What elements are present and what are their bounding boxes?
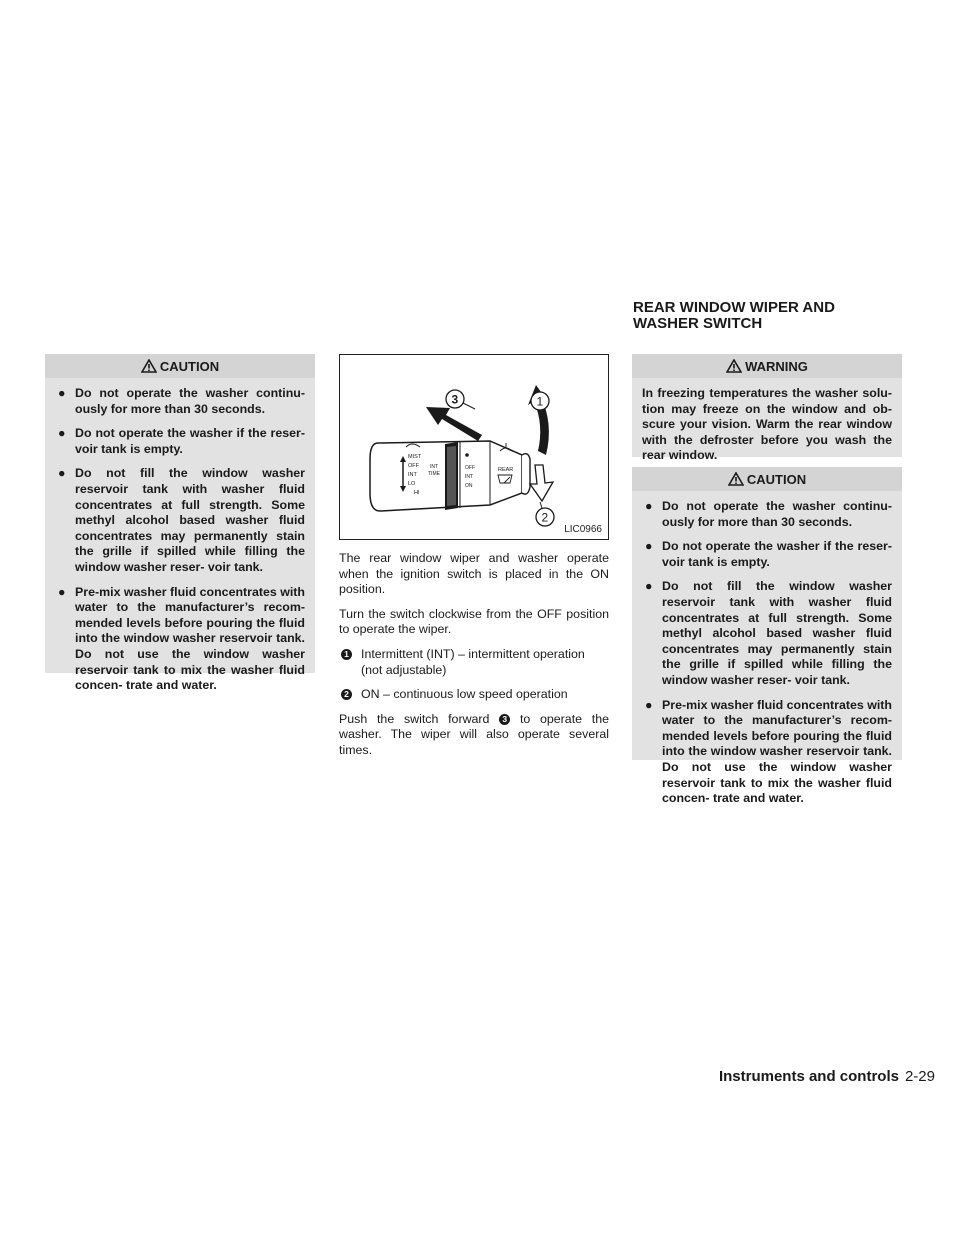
caution-header <box>632 467 902 491</box>
section-title-line1: REAR WINDOW WIPER AND <box>633 299 835 316</box>
caution-item: ● Do not operate the washer if the reser- voir tank is empty. <box>645 539 892 569</box>
figure-code: LIC0966 <box>564 524 602 535</box>
caution-heading: CAUTION <box>159 358 220 374</box>
callout-1: 1 <box>536 394 544 409</box>
label-int-time-1: INT <box>430 464 439 470</box>
bullet-dot: ● <box>645 499 653 513</box>
warning-heading: WARNING <box>745 358 808 374</box>
wiper-switch-figure <box>339 354 609 540</box>
warning-box <box>632 354 902 463</box>
circled-number-2: 2 <box>341 689 352 700</box>
bullet-dot: ● <box>645 579 653 594</box>
label-ring-on: ON <box>465 483 473 489</box>
caution-triangle-icon <box>141 359 157 373</box>
caution-item: ● Pre-mix washer fluid concentrates with water to the manufacturer’s recom- mended levels before pouring the fluid into the window washer reservoir tank. Do not use the window washer reservoir tank to mix the washer fluid concen- trate and water. <box>58 584 305 693</box>
caution-heading: CAUTION <box>746 471 807 487</box>
footer-section: Instruments and controls <box>718 1068 899 1085</box>
caution-item: ● Do not fill the window washer reservoir tank with washer fluid concentrates at full strength. Some methyl alcohol based washer fluid concentrates may permanently stain the grille if spilled while filling the window washer reser- voir tank. <box>645 579 892 687</box>
page-footer <box>715 1068 935 1085</box>
label-ring-off: OFF <box>465 465 475 471</box>
caution-header <box>45 354 315 378</box>
right-caution-box <box>632 467 902 806</box>
list-item-on: 2 ON – continuous low speed operation <box>339 687 609 703</box>
bullet-dot: ● <box>645 539 653 554</box>
circled-number-3: 3 <box>499 714 510 725</box>
caution-item: ● Pre-mix washer fluid concentrates with water to the manufacturer’s recom- mended levels before pouring the fluid into the window washer reservoir tank. Do not use the window washer reservoir tank to mix the washer fluid concen- trate and water. <box>645 697 892 806</box>
wiper-switch-illustration <box>340 355 608 539</box>
warning-triangle-icon <box>726 359 742 373</box>
caution-item: ● Do not operate the washer continu- ously for more than 30 seconds. <box>58 386 305 416</box>
turn-paragraph: Turn the switch clockwise from the OFF position to operate the wiper. <box>339 606 609 637</box>
left-caution-box <box>45 354 315 693</box>
caution-triangle-icon <box>728 472 744 486</box>
warning-text: In freezing temperatures the washer solu- tion may freeze on the window and ob- scure your vision. Warm the rear window with the defroster before you wash the rear window. <box>642 386 892 463</box>
warning-header <box>632 354 902 378</box>
label-off: OFF <box>408 463 419 469</box>
intro-paragraph: The rear window wiper and washer operate when the ignition switch is placed in the ON position. <box>339 551 609 597</box>
circled-number-1: 1 <box>341 649 352 660</box>
callout-2: 2 <box>541 510 549 525</box>
label-int: INT <box>408 472 417 478</box>
list-item-intermittent: 1 Intermittent (INT) – intermittent operation (not adjustable) <box>339 647 609 678</box>
bullet-dot: ● <box>58 466 66 481</box>
page-number: 2-29 <box>904 1068 935 1085</box>
section-title-line2: WASHER SWITCH <box>633 315 763 332</box>
bullet-dot: ● <box>58 426 66 441</box>
label-mist: MIST <box>408 454 422 460</box>
section-title <box>633 300 933 332</box>
push-forward-arrow <box>426 407 482 441</box>
label-hi: HI <box>414 490 420 496</box>
caution-item: ● Do not operate the washer continu- ously for more than 30 seconds. <box>645 499 892 529</box>
caution-item: ● Do not fill the window washer reservoir tank with washer fluid concentrates at full strength. Some methyl alcohol based washer fluid concentrates may permanently stain the grille if spilled while filling the window washer reser- voir tank. <box>58 466 305 574</box>
bullet-dot: ● <box>58 584 66 599</box>
bullet-dot: ● <box>645 697 653 712</box>
label-lo: LO <box>408 481 416 487</box>
label-ring-int: INT <box>465 474 474 480</box>
label-int-time-2: TIME <box>428 471 440 477</box>
counterclockwise-arrow <box>530 465 553 501</box>
bullet-dot: ● <box>58 386 66 400</box>
push-paragraph: Push the switch forward 3 to operate the washer. The wiper will also operate several times. <box>339 711 609 757</box>
label-rear: REAR <box>498 467 514 473</box>
body-text <box>339 551 609 768</box>
caution-item: ● Do not operate the washer if the reser- voir tank is empty. <box>58 426 305 456</box>
callout-3: 3 <box>451 392 459 407</box>
